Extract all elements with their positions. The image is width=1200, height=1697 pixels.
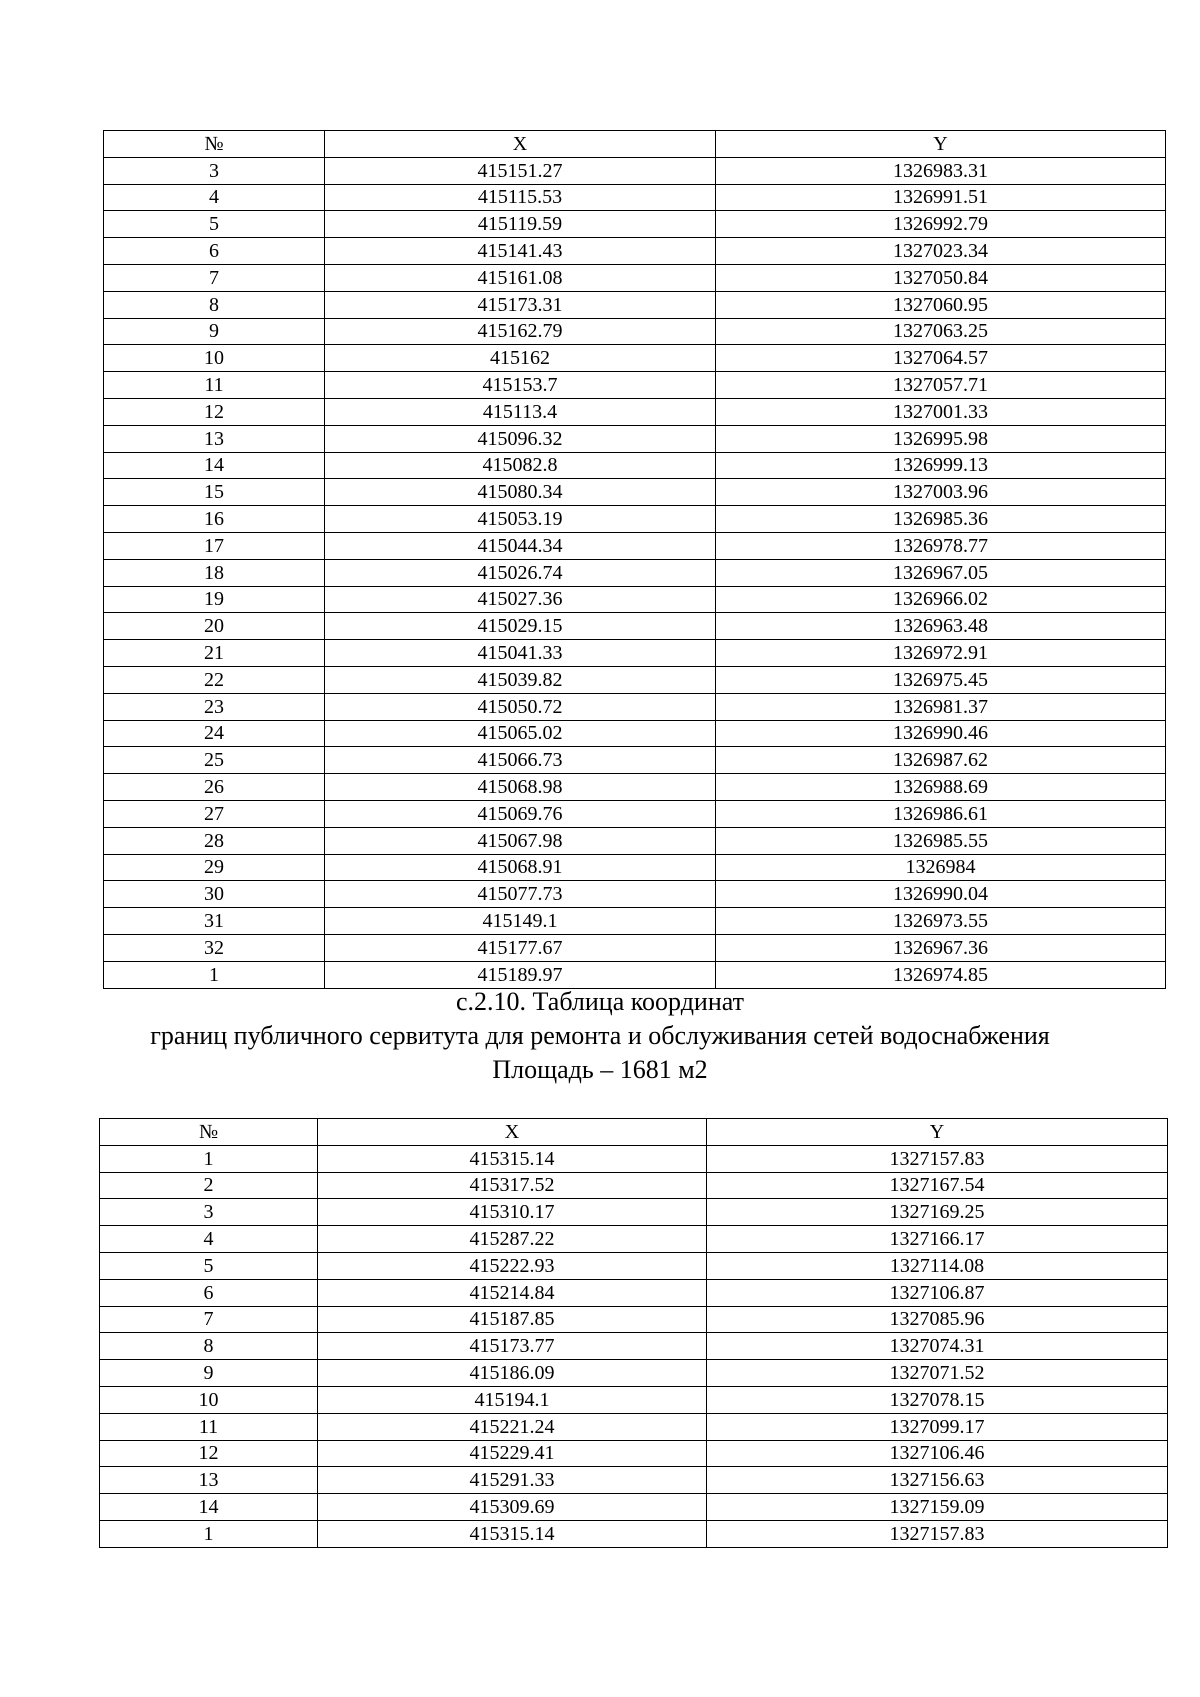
table-row [100,1226,1168,1253]
table-row [104,318,1166,345]
cell-y: 1327106.46 [707,1440,1168,1467]
cell-x: 415149.1 [325,908,716,935]
cell-number: 30 [104,881,325,908]
cell-x: 415069.76 [325,800,716,827]
cell-x: 415113.4 [325,398,716,425]
table-row [100,1199,1168,1226]
cell-x: 415186.09 [318,1360,707,1387]
cell-y: 1326966.02 [716,586,1166,613]
cell-x: 415067.98 [325,827,716,854]
cell-x: 415027.36 [325,586,716,613]
cell-y: 1326985.55 [716,827,1166,854]
cell-y: 1327001.33 [716,398,1166,425]
cell-number: 28 [104,827,325,854]
table-row [100,1494,1168,1521]
cell-y: 1326990.04 [716,881,1166,908]
cell-number: 5 [100,1252,318,1279]
cell-number: 1 [104,961,325,988]
cell-x: 415068.91 [325,854,716,881]
header-y: Y [707,1119,1168,1146]
cell-number: 14 [104,452,325,479]
cell-x: 415066.73 [325,747,716,774]
cell-y: 1327156.63 [707,1467,1168,1494]
cell-number: 14 [100,1494,318,1521]
cell-number: 6 [104,238,325,265]
table-row [104,640,1166,667]
table-body [104,157,1166,988]
cell-number: 16 [104,506,325,533]
table-row [100,1440,1168,1467]
cell-x: 415162 [325,345,716,372]
table-row [104,720,1166,747]
table-row [104,264,1166,291]
cell-y: 1326975.45 [716,666,1166,693]
cell-number: 31 [104,908,325,935]
table-row [104,747,1166,774]
cell-x: 415153.7 [325,372,716,399]
cell-x: 415229.41 [318,1440,707,1467]
cell-number: 7 [100,1306,318,1333]
table-row [100,1145,1168,1172]
cell-number: 9 [100,1360,318,1387]
cell-number: 26 [104,774,325,801]
table-row [100,1413,1168,1440]
cell-number: 11 [104,372,325,399]
table-header-row [104,131,1166,158]
cell-x: 415310.17 [318,1199,707,1226]
table-row [100,1306,1168,1333]
cell-number: 23 [104,693,325,720]
cell-number: 4 [104,184,325,211]
header-number: № [104,131,325,158]
cell-number: 12 [100,1440,318,1467]
cell-x: 415053.19 [325,506,716,533]
table-row [104,774,1166,801]
cell-x: 415315.14 [318,1145,707,1172]
cell-y: 1326974.85 [716,961,1166,988]
table-row [104,479,1166,506]
cell-x: 415161.08 [325,264,716,291]
table-caption-title: с.2.10. Таблица координат [456,987,744,1016]
table-row [104,157,1166,184]
table-row [104,238,1166,265]
cell-y: 1327064.57 [716,345,1166,372]
header-x: X [325,131,716,158]
cell-number: 15 [104,479,325,506]
cell-number: 1 [100,1145,318,1172]
table-row [104,211,1166,238]
table-row [104,184,1166,211]
cell-y: 1326988.69 [716,774,1166,801]
cell-x: 415119.59 [325,211,716,238]
cell-x: 415162.79 [325,318,716,345]
table-row [104,613,1166,640]
cell-x: 415317.52 [318,1172,707,1199]
table-row [104,559,1166,586]
cell-y: 1326990.46 [716,720,1166,747]
table-body [100,1145,1168,1547]
table-row [104,934,1166,961]
cell-number: 10 [100,1386,318,1413]
coordinates-table-2 [99,1118,1168,1548]
table-header-row [100,1119,1168,1146]
cell-number: 8 [100,1333,318,1360]
cell-x: 415187.85 [318,1306,707,1333]
cell-y: 1326981.37 [716,693,1166,720]
cell-y: 1327074.31 [707,1333,1168,1360]
cell-x: 415082.8 [325,452,716,479]
table-row [100,1252,1168,1279]
cell-x: 415096.32 [325,425,716,452]
cell-x: 415050.72 [325,693,716,720]
cell-y: 1326999.13 [716,452,1166,479]
cell-y: 1327060.95 [716,291,1166,318]
table-row [104,666,1166,693]
cell-number: 13 [100,1467,318,1494]
table-row [104,827,1166,854]
cell-y: 1326985.36 [716,506,1166,533]
cell-x: 415221.24 [318,1413,707,1440]
cell-y: 1327003.96 [716,479,1166,506]
cell-x: 415080.34 [325,479,716,506]
table-row [104,908,1166,935]
cell-number: 12 [104,398,325,425]
table-row [100,1172,1168,1199]
cell-x: 415041.33 [325,640,716,667]
table-row [100,1333,1168,1360]
cell-x: 415189.97 [325,961,716,988]
cell-y: 1326987.62 [716,747,1166,774]
table-row [104,452,1166,479]
cell-y: 1327071.52 [707,1360,1168,1387]
header-y: Y [716,131,1166,158]
cell-number: 13 [104,425,325,452]
cell-y: 1327167.54 [707,1172,1168,1199]
table-row [104,345,1166,372]
cell-number: 1 [100,1520,318,1547]
table-row [104,372,1166,399]
cell-y: 1327050.84 [716,264,1166,291]
header-number: № [100,1119,318,1146]
cell-x: 415214.84 [318,1279,707,1306]
cell-y: 1327159.09 [707,1494,1168,1521]
cell-number: 5 [104,211,325,238]
cell-x: 415287.22 [318,1226,707,1253]
cell-y: 1327166.17 [707,1226,1168,1253]
cell-number: 18 [104,559,325,586]
cell-number: 6 [100,1279,318,1306]
table-row [100,1360,1168,1387]
cell-y: 1326984 [716,854,1166,881]
cell-y: 1327063.25 [716,318,1166,345]
cell-x: 415173.31 [325,291,716,318]
cell-number: 19 [104,586,325,613]
cell-number: 25 [104,747,325,774]
cell-y: 1327078.15 [707,1386,1168,1413]
table-row [100,1386,1168,1413]
cell-x: 415065.02 [325,720,716,747]
cell-number: 7 [104,264,325,291]
cell-x: 415151.27 [325,157,716,184]
cell-y: 1327023.34 [716,238,1166,265]
cell-x: 415173.77 [318,1333,707,1360]
table-row [104,425,1166,452]
cell-x: 415039.82 [325,666,716,693]
table-row [100,1520,1168,1547]
header-x: X [318,1119,707,1146]
cell-x: 415194.1 [318,1386,707,1413]
cell-y: 1327157.83 [707,1520,1168,1547]
cell-number: 11 [100,1413,318,1440]
cell-number: 3 [104,157,325,184]
cell-x: 415026.74 [325,559,716,586]
cell-x: 415141.43 [325,238,716,265]
cell-number: 17 [104,532,325,559]
cell-y: 1327106.87 [707,1279,1168,1306]
cell-number: 8 [104,291,325,318]
cell-x: 415044.34 [325,532,716,559]
cell-y: 1327169.25 [707,1199,1168,1226]
cell-y: 1326986.61 [716,800,1166,827]
table-row [104,532,1166,559]
table-row [104,398,1166,425]
cell-y: 1326983.31 [716,157,1166,184]
coordinates-table-1 [103,130,1166,989]
cell-number: 22 [104,666,325,693]
table-caption-area: Площадь – 1681 м2 [492,1055,708,1084]
cell-y: 1327085.96 [707,1306,1168,1333]
cell-y: 1326963.48 [716,613,1166,640]
cell-number: 9 [104,318,325,345]
cell-y: 1327114.08 [707,1252,1168,1279]
cell-number: 24 [104,720,325,747]
table-row [100,1279,1168,1306]
table-row [104,961,1166,988]
cell-y: 1326967.36 [716,934,1166,961]
cell-y: 1326978.77 [716,532,1166,559]
cell-y: 1326992.79 [716,211,1166,238]
table-row [104,881,1166,908]
cell-y: 1326991.51 [716,184,1166,211]
cell-y: 1326973.55 [716,908,1166,935]
cell-y: 1327057.71 [716,372,1166,399]
cell-y: 1326967.05 [716,559,1166,586]
cell-number: 4 [100,1226,318,1253]
cell-x: 415177.67 [325,934,716,961]
cell-number: 10 [104,345,325,372]
cell-number: 27 [104,800,325,827]
table-row [104,800,1166,827]
table-row [104,586,1166,613]
table-row [100,1467,1168,1494]
cell-x: 415077.73 [325,881,716,908]
cell-number: 2 [100,1172,318,1199]
cell-y: 1326972.91 [716,640,1166,667]
cell-x: 415291.33 [318,1467,707,1494]
cell-y: 1327157.83 [707,1145,1168,1172]
cell-number: 21 [104,640,325,667]
cell-x: 415222.93 [318,1252,707,1279]
cell-x: 415115.53 [325,184,716,211]
cell-number: 20 [104,613,325,640]
table-row [104,693,1166,720]
cell-x: 415068.98 [325,774,716,801]
table-row [104,854,1166,881]
cell-y: 1327099.17 [707,1413,1168,1440]
table-row [104,506,1166,533]
cell-x: 415029.15 [325,613,716,640]
cell-x: 415315.14 [318,1520,707,1547]
cell-x: 415309.69 [318,1494,707,1521]
cell-number: 3 [100,1199,318,1226]
table-row [104,291,1166,318]
cell-number: 32 [104,934,325,961]
cell-number: 29 [104,854,325,881]
cell-y: 1326995.98 [716,425,1166,452]
table-caption-subtitle: границ публичного сервитута для ремонта и обслуживания сетей водоснабжения [150,1021,1050,1050]
